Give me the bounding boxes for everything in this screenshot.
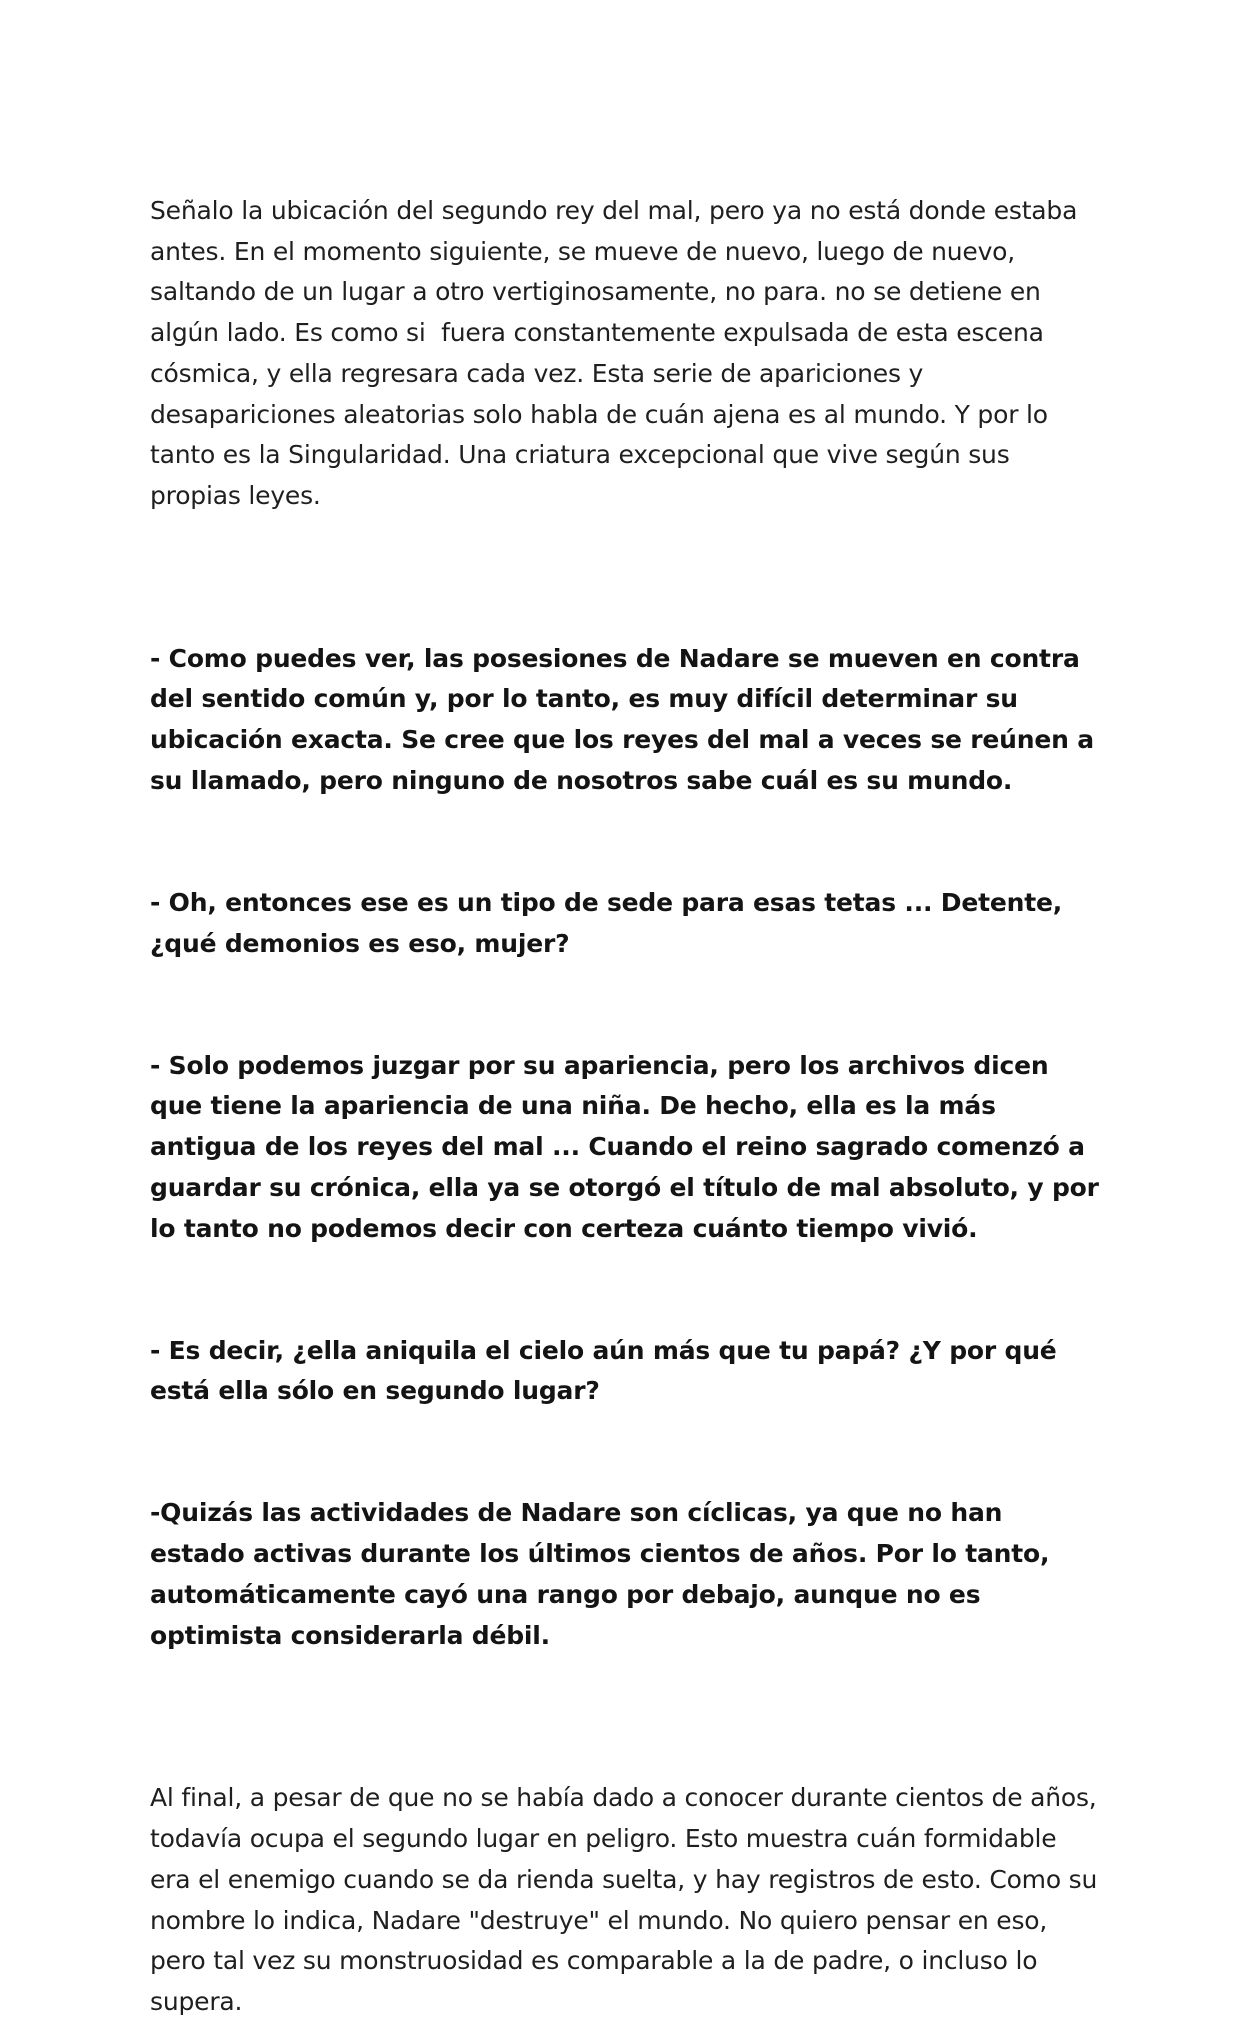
dialogue-line-4: - Es decir, ¿ella aniquila el cielo aún más que tu papá? ¿Y por qué está ella sólo en segundo lugar? bbox=[150, 1335, 1066, 1406]
dialogue-block bbox=[150, 557, 1108, 1737]
dialogue-line-3: - Solo podemos juzgar por su apariencia, pero los archivos dicen que tiene la apariencia de una niña. De hecho, ella es la más antigua de los reyes del mal ... Cuando el reino sagrado comenzó a guardar su crónica, ella ya se otorgó el título de mal absoluto, y por lo tanto no podemos decir con certeza cuánto tiempo vivió. bbox=[150, 1050, 1108, 1243]
document-body bbox=[150, 191, 1108, 2023]
narrative-paragraph-1: Señalo la ubicación del segundo rey del mal, pero ya no está donde estaba antes. En el momento siguiente, se mueve de nuevo, luego de nuevo, saltando de un lugar a otro vertiginosamente, no para. no se detiene en algún lado. Es como si fuera constantemente expulsada de esta escena cósmica, y ella regresara cada vez. Esta serie de apariciones y desapariciones aleatorias solo habla de cuán ajena es al mundo. Y por lo tanto es la Singularidad. Una criatura excepcional que vive según sus propias leyes. bbox=[150, 196, 1085, 510]
paragraph-spacer bbox=[150, 1738, 1100, 1779]
dialogue-line-5: -Quizás las actividades de Nadare son cíclicas, ya que no han estado activas durante los últimos cientos de años. Por lo tanto, automáticamente cayó una rango por debajo, aunque no es optimista considerarla débil. bbox=[150, 1498, 1058, 1650]
paragraph-spacer bbox=[150, 517, 1100, 558]
narrative-paragraph-2: Al final, a pesar de que no se había dado a conocer durante cientos de años, todavía ocupa el segundo lugar en peligro. Esto muestra cuán formidable era el enemigo cuando se da rienda suelta, y hay registros de esto. Como su nombre lo indica, Nadare "destruye" el mundo. No quiero pensar en eso, pero tal vez su monstruosidad es comparable a la de padre, o incluso lo supera. bbox=[150, 1783, 1105, 2016]
dialogue-line-1: - Como puedes ver, las posesiones de Nadare se mueven en contra del sentido común y, por lo tanto, es muy difícil determinar su ubicación exacta. Se cree que los reyes del mal a veces se reúnen a su llamado, pero ninguno de nosotros sabe cuál es su mundo. bbox=[150, 643, 1103, 795]
dialogue-line-2: - Oh, entonces ese es un tipo de sede para esas tetas ... Detente, ¿qué demonios es eso, mujer? bbox=[150, 887, 1071, 958]
